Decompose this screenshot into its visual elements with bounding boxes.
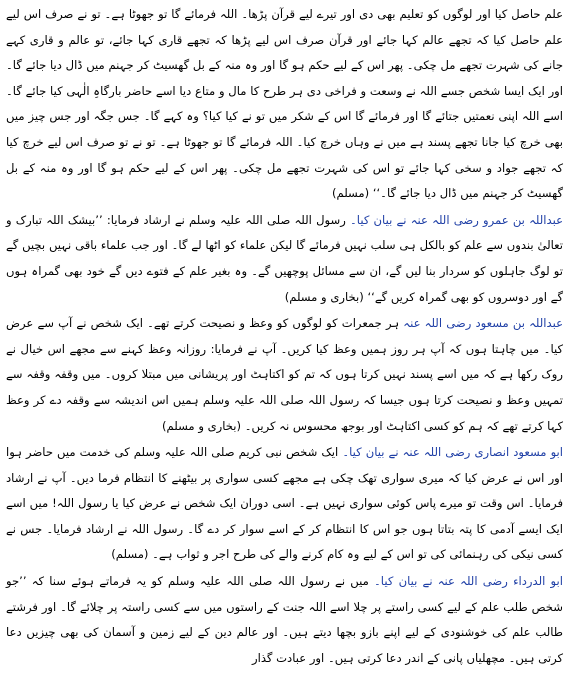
- hadith-reference: (بخاری و مسلم): [162, 418, 242, 433]
- hadith-paragraph-2: [6, 208, 563, 310]
- hadith-text: علم حاصل کیا اور لوگوں کو تعلیم بھی دی اور تیرے لیے قرآن پڑھا۔ اللہ فرمائے گا تو جھوٹا ہے۔ تو نے صرف اس لیے علم حاصل کیا کہ تجھے عالم کہا جائے اور قرآن صرف اس لیے پڑھا کہ تجھے قاری کہا جائے، تو عالم و قاری کہے جانے کی شہرت تجھے مل چکی۔ پھر اس کے لیے حکم ہو گا اور وہ منہ کے بل گھسیٹ کر جہنم میں ڈال دیا جائے گا۔ اور ایک ایسا شخص جسے اللہ نے وسعت و فراخی دی ہر طرح کا مال و متاع دیا اسے حاضر بارگاہِ الٰہی کیا جائے گا۔ اسے اللہ اپنی نعمتیں جتائے گا اور فرمائے گا اس کے شکر میں تو نے کیا کیا؟ وہ کہے گا۔ جس جگہ اور جس چیز میں بھی خرچ کیا جانا تجھے پسند ہے میں نے وہاں خرچ کیا۔ اللہ فرمائے گا تو جھوٹا ہے۔ تو نے تو صرف اس لیے خرچ کیا کہ تجھے جواد و سخی کہا جائے تو اس کی شہرت تجھے مل چکی۔ پھر اس کے لیے حکم ہو گا اور وہ منہ کے بل گھسیٹ کر جہنم میں ڈال دیا جائے گا۔‘‘: [6, 7, 563, 201]
- narrator: عبداللہ بن مسعود رضی اللہ عنہ: [403, 316, 564, 331]
- hadith-paragraph-3: [6, 311, 563, 439]
- hadith-reference: (بخاری و مسلم): [284, 289, 364, 304]
- hadith-text: ہر جمعرات کو لوگوں کو وعظ و نصیحت کرتے تھے۔ ایک شخص نے آپ سے عرض کیا۔ میں چاہتا ہوں کہ آپ ہر روز ہمیں وعظ کیا کریں۔ آپ نے فرمایا: روزانہ وعظ کہنے سے مجھے اس خیال نے روک رکھا ہے کہ میں اسے پسند نہیں کرتا ہوں کہ تم کو اکتاہٹ اور پریشانی میں مبتلا کروں۔ میں وقفہ وقفہ سے تمہیں وعظ و نصیحت کرتا ہوں جیسا کہ رسول اللہ صلی اللہ علیہ وسلم ہمیں اس اندیشہ سے وقفہ دے کر وعظ کہا کرتے تھے کہ ہم کو کسی اکتاہٹ اور بوجھ محسوس نہ کریں۔: [6, 316, 563, 433]
- hadith-paragraph-1: [6, 2, 563, 207]
- hadith-text: رسول اللہ صلی اللہ علیہ وسلم نے ارشاد فرمایا: ’’بیشک اللہ تبارک و تعالیٰ بندوں سے علم کو بالکل ہی سلب نہیں فرمائے گا لیکن علماء کو اٹھا لے گا۔ اور جب علماء باقی نہیں بچیں گے تو لوگ جاہلوں کو سردار بنا لیں گے، ان سے مسائل پوچھیں گے۔ وہ بغیر علم کے فتوے دیں گے خود بھی گمراہ ہوں گے اور دوسروں کو بھی گمراہ کریں گے‘‘: [6, 212, 563, 304]
- hadith-text: ایک شخص نبی کریم صلی اللہ علیہ وسلم کی خدمت میں حاضر ہوا اور اس نے عرض کیا کہ میری سواری تھک چکی ہے مجھے کسی سواری پر بیٹھنے کا انتظام فرما دیں۔ آپ نے ارشاد فرمایا۔ اس وقت تو میرے پاس کوئی سواری نہیں ہے۔ اسی دوران ایک شخص نے عرض کیا یا رسول اللہ! میں اسے ایک ایسے آدمی کا پتہ بتاتا ہوں جو اس کا انتظام کر کے اسے سوار کر دے گا۔ رسول اللہ نے ارشاد فرمایا۔ جس نے کسی نیکی کی رہنمائی کی تو اس کے لیے وہ کام کرنے والے کی طرح اجر و ثواب ہے۔: [6, 445, 563, 562]
- hadith-reference: (مسلم): [111, 547, 149, 562]
- hadith-reference: (مسلم): [331, 186, 370, 201]
- narrator: ابو الدرداء رضی اللہ عنہ نے بیان کیا۔: [374, 574, 563, 589]
- narrator: ابو مسعود انصاری رضی اللہ عنہ نے بیان کیا۔: [342, 445, 564, 460]
- hadith-paragraph-4: [6, 440, 563, 568]
- narrator: عبداللہ بن عمرو رضی اللہ عنہ نے بیان کیا۔: [350, 212, 563, 227]
- hadith-text: میں نے رسول اللہ صلی اللہ علیہ وسلم کو یہ فرماتے ہوئے سنا کہ ’’جو شخص طلب علم کے لیے کسی راستے پر چلا اسے اللہ جنت کے راستوں میں سے کسی راستہ پر چلائے گا۔ اور فرشتے طالب علم کی خوشنودی کے لیے اپنے بازو بچھا دیتے ہیں۔ اور عالم دین کے لیے زمین و آسمان کی بھی چیزیں دعا کرتی ہیں۔ مچھلیاں پانی کے اندر دعا کرتی ہیں۔ اور عبادت گذار: [6, 574, 563, 665]
- hadith-paragraph-5: [6, 569, 563, 671]
